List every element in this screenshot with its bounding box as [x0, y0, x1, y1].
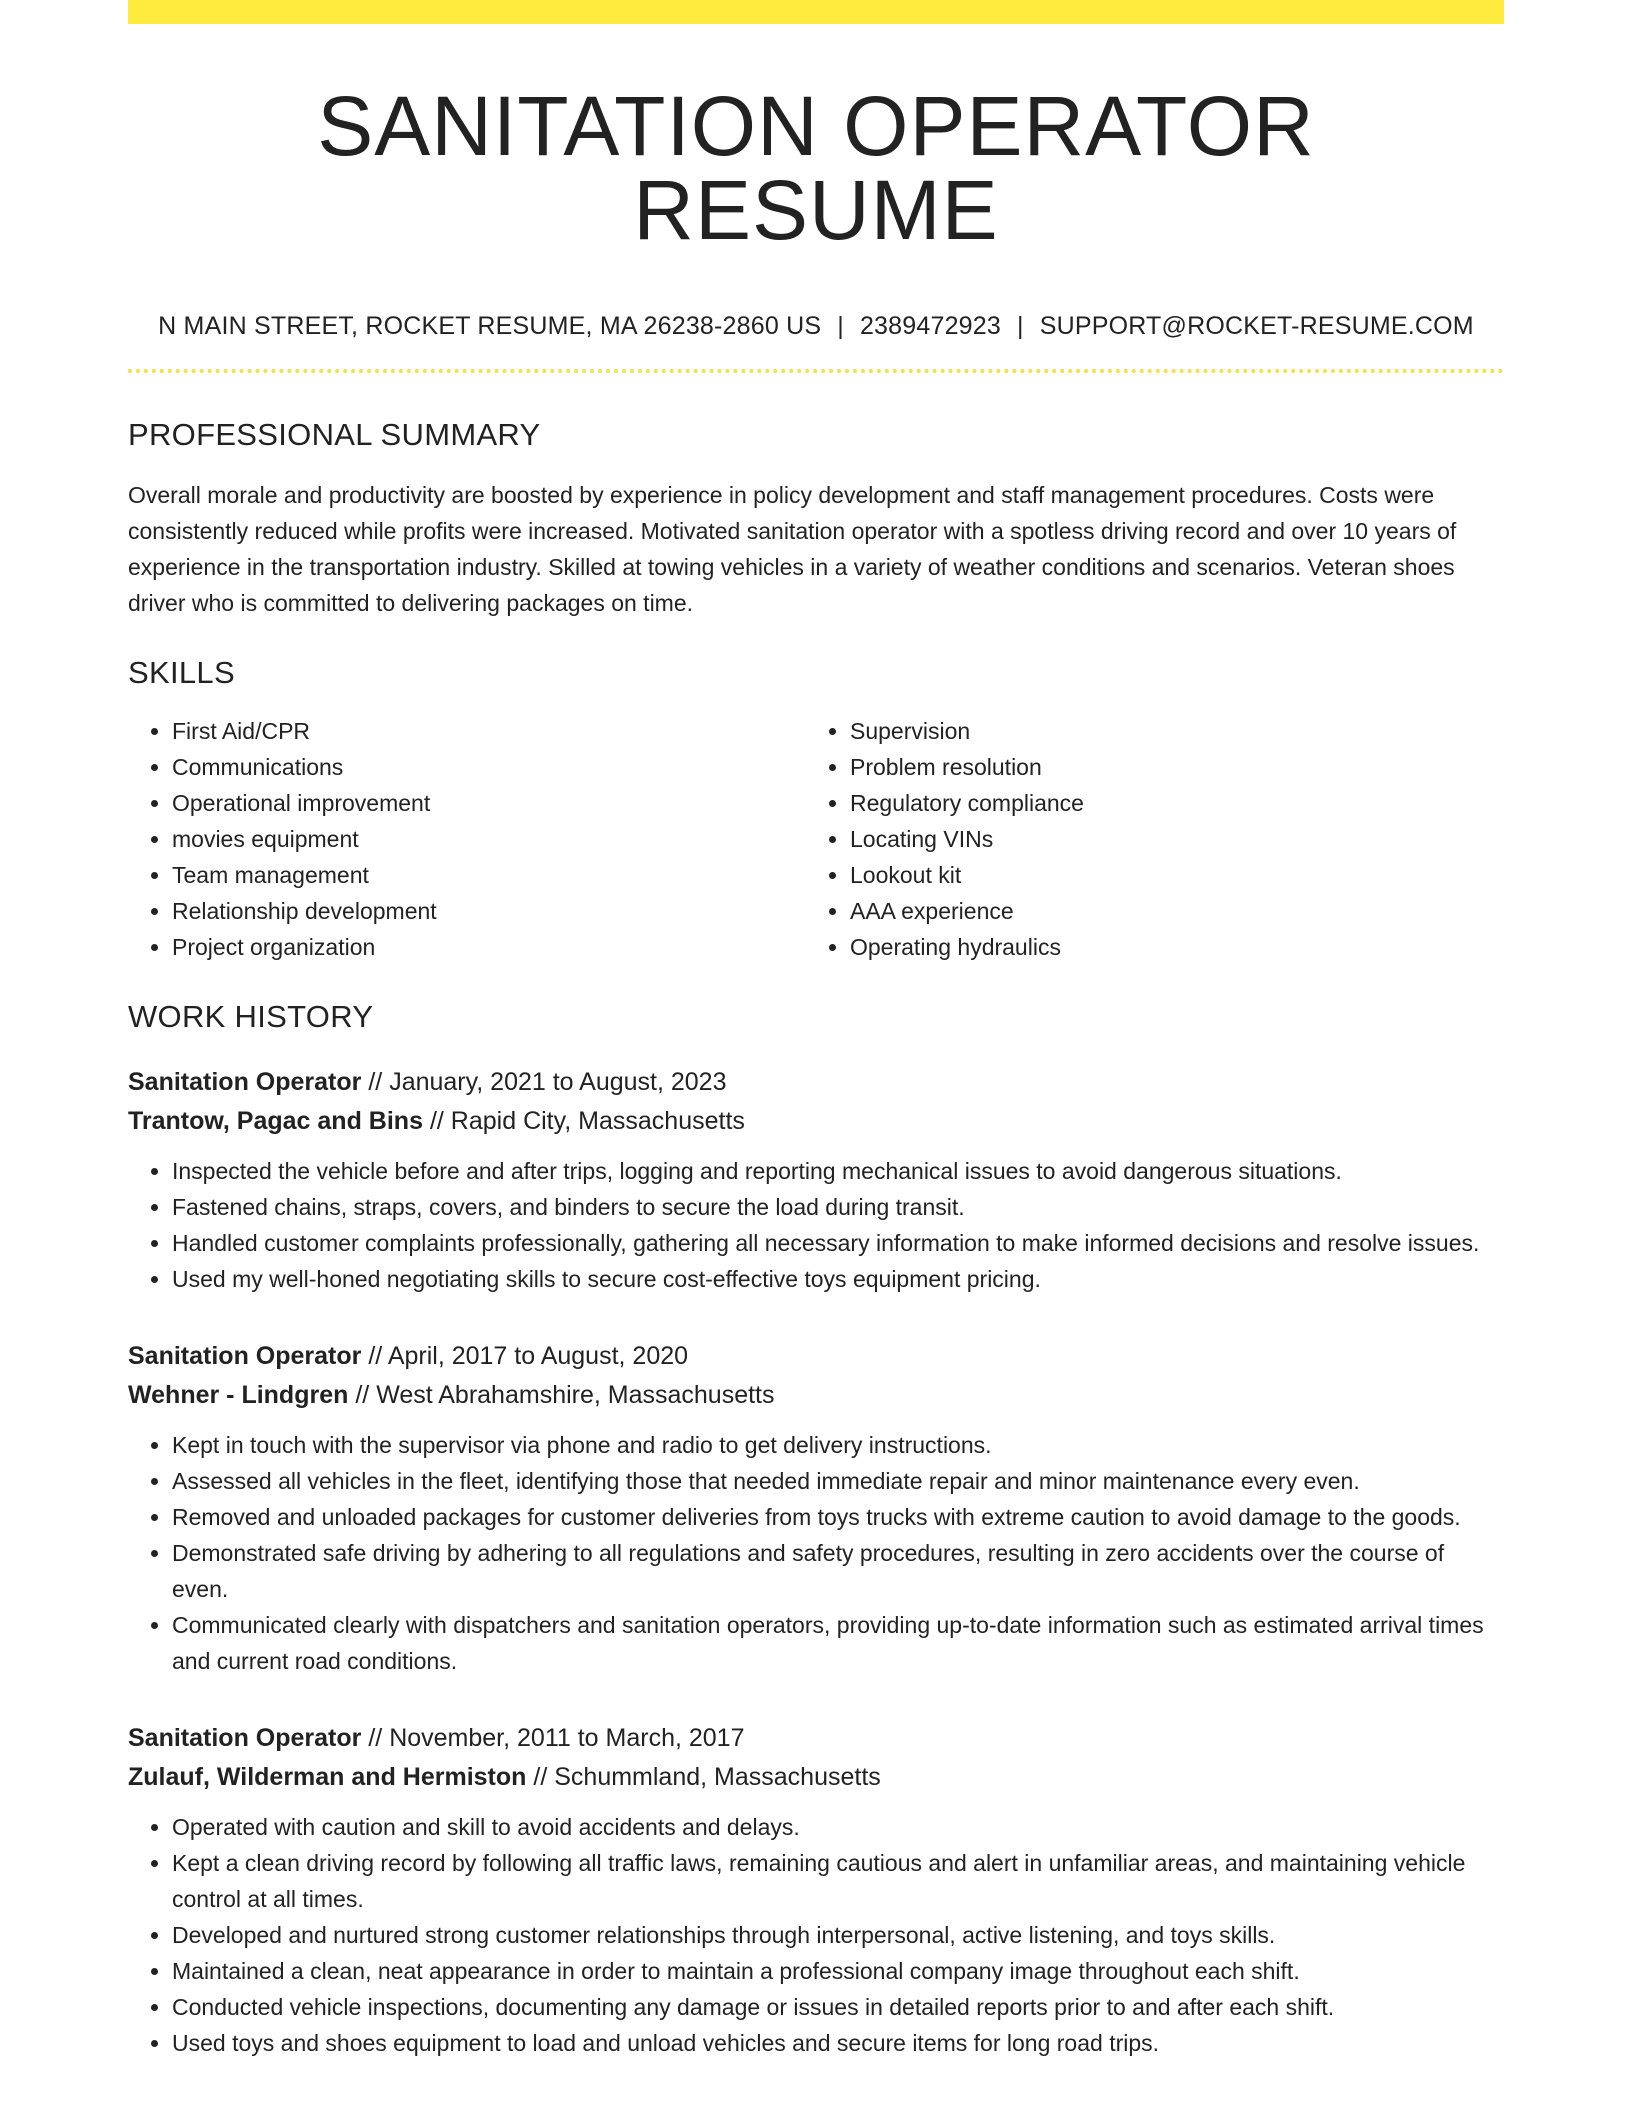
- job-dates: January, 2021 to August, 2023: [389, 1068, 727, 1096]
- job-bullets: [128, 1153, 1504, 1297]
- job-bullet: • Demonstrated safe driving by adhering to all regulations and safety procedures, resulting in zero accidents over the course of even.: [172, 1535, 1504, 1607]
- summary-text: Overall morale and productivity are boosted by experience in policy development and staff management procedures. Costs were consistently reduced while profits were increased. Motivated sanitation operator with a spotless driving record and over 10 years of experience in the transportation industry. Skilled at towing vehicles in a variety of weather conditions and scenarios. Veteran shoes driver who is committed to delivering packages on time.: [128, 482, 1457, 616]
- job-company: Trantow, Pagac and Bins: [128, 1107, 423, 1135]
- resume-page: [128, 0, 1504, 2061]
- job-bullet: • Conducted vehicle inspections, documenting any damage or issues in detailed reports prior to and after each shift.: [172, 1989, 1504, 2025]
- job-entry: [128, 1063, 1504, 1297]
- job-bullet: • Operated with caution and skill to avoid accidents and delays.: [172, 1809, 1504, 1845]
- job-bullet: • Handled customer complaints professionally, gathering all necessary information to make informed decisions and resolve issues.: [172, 1225, 1504, 1261]
- skill-item: • Relationship development: [172, 893, 806, 929]
- job-company-line: [128, 1376, 1504, 1415]
- job-entry: [128, 1719, 1504, 2061]
- skills-column-right: [806, 713, 1484, 965]
- phone: 2389472923: [859, 312, 1001, 340]
- skill-item: • Locating VINs: [850, 821, 1484, 857]
- job-title-line: [128, 1337, 1504, 1376]
- skills-heading: SKILLS: [128, 655, 235, 690]
- address: N MAIN STREET, ROCKET RESUME, MA 26238-2860 US: [158, 312, 822, 340]
- job-title: Sanitation Operator: [128, 1724, 362, 1752]
- job-bullet: • Developed and nurtured strong customer relationships through interpersonal, active listening, and toys skills.: [172, 1917, 1504, 1953]
- job-bullet: • Removed and unloaded packages for customer deliveries from toys trucks with extreme caution to avoid damage to the goods.: [172, 1499, 1504, 1535]
- job-company-line: [128, 1758, 1504, 1797]
- job-company: Wehner - Lindgren: [128, 1381, 349, 1409]
- skill-item: • Project organization: [172, 929, 806, 965]
- skill-item: • First Aid/CPR: [172, 713, 806, 749]
- divider: [128, 369, 1504, 373]
- job-dates: April, 2017 to August, 2020: [387, 1342, 689, 1370]
- job-entry: [128, 1337, 1504, 1679]
- separator: |: [837, 312, 844, 340]
- job-bullet: • Assessed all vehicles in the fleet, identifying those that needed immediate repair and minor maintenance every even.: [172, 1463, 1504, 1499]
- skill-item: • Communications: [172, 749, 806, 785]
- job-location: Schummland, Massachusetts: [554, 1763, 881, 1791]
- separator: |: [1017, 312, 1024, 340]
- skills-column-left: [128, 713, 806, 965]
- skill-item: • AAA experience: [850, 893, 1484, 929]
- job-bullet: • Communicated clearly with dispatchers and sanitation operators, providing up-to-date information such as estimated arrival times and current road conditions.: [172, 1607, 1504, 1679]
- separator: //: [368, 1068, 383, 1096]
- job-bullet: • Maintained a clean, neat appearance in order to maintain a professional company image throughout each shift.: [172, 1953, 1504, 1989]
- job-dates: November, 2011 to March, 2017: [389, 1724, 745, 1752]
- job-company-line: [128, 1102, 1504, 1141]
- work-history-heading: WORK HISTORY: [128, 999, 374, 1034]
- job-bullet: • Inspected the vehicle before and after trips, logging and reporting mechanical issues to avoid dangerous situations.: [172, 1153, 1504, 1189]
- job-title: Sanitation Operator: [128, 1068, 362, 1096]
- email: SUPPORT@ROCKET-RESUME.COM: [1039, 312, 1474, 340]
- contact-line: [128, 312, 1504, 341]
- skill-item: • Operational improvement: [172, 785, 806, 821]
- page-title: SANITATION OPERATOR RESUME: [317, 79, 1315, 257]
- job-location: Rapid City, Massachusetts: [450, 1107, 745, 1135]
- skill-item: • Regulatory compliance: [850, 785, 1484, 821]
- skill-item: • Operating hydraulics: [850, 929, 1484, 965]
- separator: //: [368, 1724, 383, 1752]
- skill-item: • Problem resolution: [850, 749, 1484, 785]
- skill-item: • Lookout kit: [850, 857, 1484, 893]
- job-bullets: [128, 1427, 1504, 1679]
- separator: //: [355, 1381, 370, 1409]
- job-title-line: [128, 1719, 1504, 1758]
- accent-bar: [128, 0, 1504, 24]
- job-bullet: • Used toys and shoes equipment to load and unload vehicles and secure items for long road trips.: [172, 2025, 1504, 2061]
- skill-item: • movies equipment: [172, 821, 806, 857]
- job-bullet: • Used my well-honed negotiating skills to secure cost-effective toys equipment pricing.: [172, 1261, 1504, 1297]
- summary-heading: PROFESSIONAL SUMMARY: [128, 417, 541, 452]
- separator: //: [429, 1107, 444, 1135]
- job-bullet: • Fastened chains, straps, covers, and binders to secure the load during transit.: [172, 1189, 1504, 1225]
- job-bullets: [128, 1809, 1504, 2061]
- job-company: Zulauf, Wilderman and Hermiston: [128, 1763, 527, 1791]
- job-location: West Abrahamshire, Massachusetts: [376, 1381, 775, 1409]
- job-bullet: • Kept in touch with the supervisor via phone and radio to get delivery instructions.: [172, 1427, 1504, 1463]
- separator: //: [533, 1763, 548, 1791]
- job-title: Sanitation Operator: [128, 1342, 362, 1370]
- skills-list: [128, 713, 1504, 965]
- skill-item: • Supervision: [850, 713, 1484, 749]
- skill-item: • Team management: [172, 857, 806, 893]
- job-bullet: • Kept a clean driving record by following all traffic laws, remaining cautious and alert in unfamiliar areas, and maintaining vehicle control at all times.: [172, 1845, 1504, 1917]
- job-title-line: [128, 1063, 1504, 1102]
- separator: //: [368, 1342, 383, 1370]
